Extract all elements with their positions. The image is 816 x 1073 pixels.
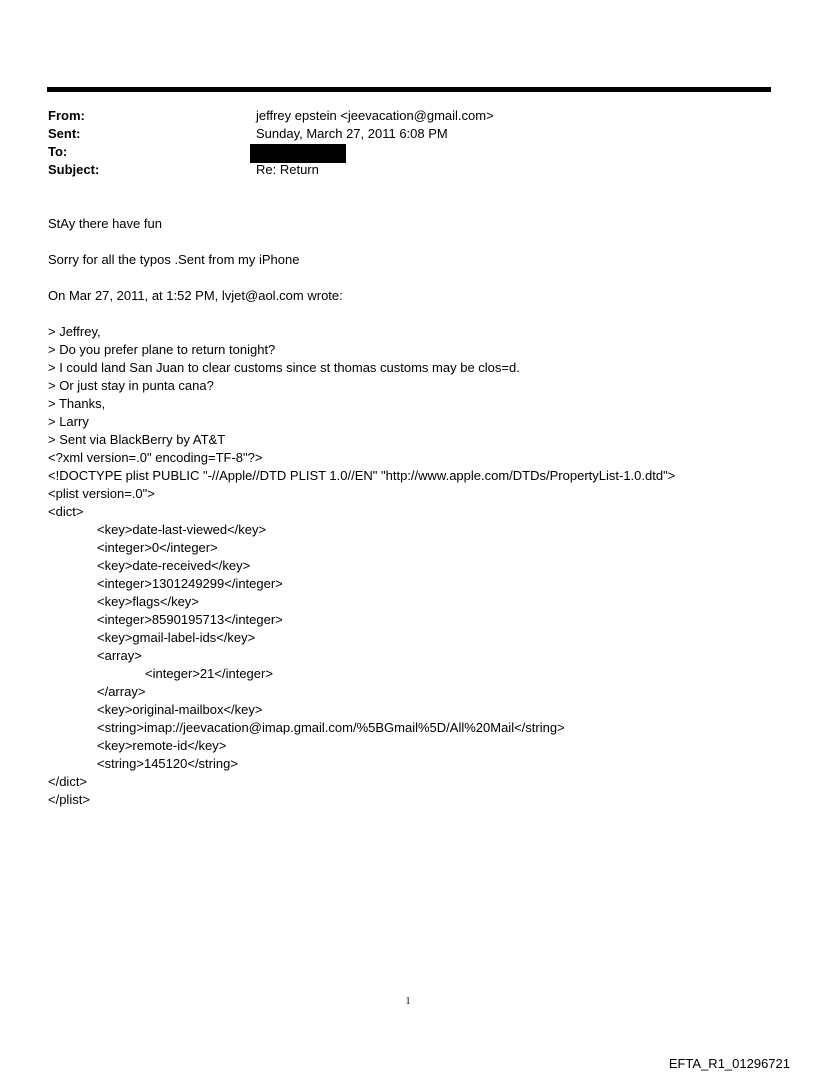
plist-line: </dict> xyxy=(48,774,88,789)
plist-line: </plist> xyxy=(48,792,90,807)
plist-line: <key>remote-id</key> xyxy=(97,738,227,753)
header-divider xyxy=(47,87,771,92)
sent-value: Sunday, March 27, 2011 6:08 PM xyxy=(256,126,448,141)
quoted-line: > Jeffrey, xyxy=(48,324,101,339)
plist-line: <integer>1301249299</integer> xyxy=(97,576,283,591)
from-value: jeffrey epstein <jeevacation@gmail.com> xyxy=(256,108,494,123)
plist-line: <!DOCTYPE plist PUBLIC "-//Apple//DTD PLIST 1.0//EN" "http://www.apple.com/DTDs/PropertyList-1.0.dtd"> xyxy=(48,468,676,483)
plist-line: <array> xyxy=(97,648,142,663)
body-line: StAy there have fun xyxy=(48,216,162,231)
quoted-line: > Sent via BlackBerry by AT&T xyxy=(48,432,226,447)
quoted-line: > Thanks, xyxy=(48,396,106,411)
subject-label: Subject: xyxy=(48,162,100,177)
plist-line: <dict> xyxy=(48,504,84,519)
quoted-line: > I could land San Juan to clear customs since st thomas customs may be clos=d. xyxy=(48,360,520,375)
plist-line: <integer>8590195713</integer> xyxy=(97,612,283,627)
plist-line: <key>flags</key> xyxy=(97,594,199,609)
plist-line: <integer>21</integer> xyxy=(145,666,273,681)
plist-line: <string>145120</string> xyxy=(97,756,238,771)
to-label: To: xyxy=(48,144,68,159)
plist-line: <integer>0</integer> xyxy=(97,540,218,555)
bates-number: EFTA_R1_01296721 xyxy=(668,1056,790,1071)
body-line: Sorry for all the typos .Sent from my iPhone xyxy=(48,252,300,267)
plist-line: <plist version=.0"> xyxy=(48,486,155,501)
plist-line: <key>date-received</key> xyxy=(97,558,251,573)
quoted-line: > Do you prefer plane to return tonight? xyxy=(48,342,276,357)
body-line: On Mar 27, 2011, at 1:52 PM, lvjet@aol.com wrote: xyxy=(48,288,343,303)
plist-line: <string>imap://jeevacation@imap.gmail.com/%5BGmail%5D/All%20Mail</string> xyxy=(97,720,565,735)
plist-line: <key>date-last-viewed</key> xyxy=(97,522,267,537)
subject-value: Re: Return xyxy=(256,162,319,177)
quoted-line: > Or just stay in punta cana? xyxy=(48,378,214,393)
sent-label: Sent: xyxy=(48,126,81,141)
plist-line: <key>gmail-label-ids</key> xyxy=(97,630,256,645)
quoted-line: > Larry xyxy=(48,414,89,429)
from-label: From: xyxy=(48,108,85,123)
plist-line: <key>original-mailbox</key> xyxy=(97,702,263,717)
plist-line: </array> xyxy=(97,684,146,699)
page-number: 1 xyxy=(405,996,411,1007)
plist-line: <?xml version=.0" encoding=TF-8"?> xyxy=(48,450,263,465)
